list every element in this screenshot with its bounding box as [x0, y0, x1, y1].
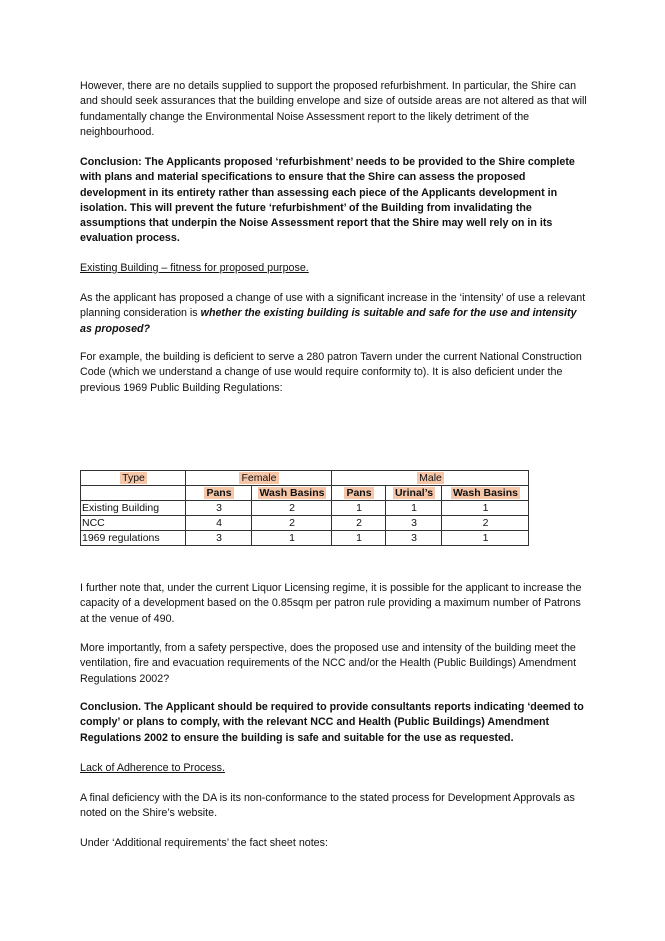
table-cell	[81, 486, 186, 501]
table-cell-type: NCC	[81, 516, 186, 531]
paragraph-change-of-use-emphasis: whether the existing building is suitable and safe for the use and intensity as proposed?	[80, 307, 577, 335]
paragraph-refurbishment-details: However, there are no details supplied to support the proposed refurbishment. In particular, the Shire can and should seek assurances that the building envelope and size of outside areas are not altered as that will fundamentally change the Environmental Noise Assessment report to the likely detriment of the neighbourhood.	[80, 80, 587, 138]
table-subheader-male-wash-basins: Wash Basins	[442, 486, 529, 501]
table-cell: 2	[442, 516, 529, 531]
paragraph-safety-perspective: More importantly, from a safety perspective, does the proposed use and intensity of the building meet the ventilation, fire and evacuation requirements of the NCC and/or the Health (Public Buildings) Amendment Regulations 2002?	[80, 642, 577, 685]
paragraph-change-of-use-text: As the applicant has proposed a change of use with a significant increase in the ‘intensity’ of use a relevant planning consideration is	[80, 292, 586, 320]
table-cell: 3	[186, 501, 252, 516]
table-cell: 3	[386, 531, 442, 546]
table-row	[81, 531, 529, 546]
table-header-row	[81, 471, 529, 486]
table-row	[81, 516, 529, 531]
paragraph-additional-requirements: Under ‘Additional requirements’ the fact sheet notes:	[80, 837, 328, 849]
table-cell: 1	[332, 531, 386, 546]
table-subheader-male-pans: Pans	[332, 486, 386, 501]
table-row	[81, 501, 529, 516]
table-cell: 2	[252, 516, 332, 531]
section-heading-process: Lack of Adherence to Process.	[80, 762, 225, 774]
table-cell: 3	[386, 516, 442, 531]
facilities-comparison-table	[80, 470, 529, 546]
table-cell: 1	[332, 501, 386, 516]
table-cell: 3	[186, 531, 252, 546]
table-subheader-row	[81, 486, 529, 501]
table-subheader-female-pans: Pans	[186, 486, 252, 501]
table-header-female: Female	[186, 471, 332, 486]
table-cell: 1	[386, 501, 442, 516]
paragraph-conclusion-refurbishment: Conclusion: The Applicants proposed ‘refurbishment’ needs to be provided to the Shire complete with plans and material specifications to ensure that the Shire can assess the proposed development in its entirety rather than assessing each piece of the Applicants development in isolation. This will prevent the future ‘refurbishment’ of the Building from invalidating the assumptions that underpin the Noise Assessment report that the Shire may well rely on in its evaluation process.	[80, 156, 575, 245]
table-cell: 1	[252, 531, 332, 546]
table-cell: 2	[332, 516, 386, 531]
paragraph-conclusion-safety: Conclusion. The Applicant should be required to provide consultants reports indicating ‘deemed to comply’ or plans to comply, with the relevant NCC and Health (Public Buildings) Amendment Regulations 2002 to ensure the building is safe and suitable for the use as requested.	[80, 701, 584, 744]
table-cell-type: Existing Building	[81, 501, 186, 516]
table-subheader-female-wash-basins: Wash Basins	[252, 486, 332, 501]
table-cell: 4	[186, 516, 252, 531]
table-header-type: Type	[81, 471, 186, 486]
table-subheader-male-urinals: Urinal’s	[386, 486, 442, 501]
section-heading-existing-building: Existing Building – fitness for proposed purpose.	[80, 262, 309, 274]
table-header-male: Male	[332, 471, 529, 486]
table-cell: 1	[442, 531, 529, 546]
paragraph-process-deficiency: A final deficiency with the DA is its non-conformance to the stated process for Development Approvals as noted on the Shire’s website.	[80, 792, 575, 820]
paragraph-deficiency-example: For example, the building is deficient to serve a 280 patron Tavern under the current National Construction Code (which we understand a change of use would require conformity to). It is also deficient under the previous 1969 Public Building Regulations:	[80, 351, 582, 394]
table-cell: 2	[252, 501, 332, 516]
paragraph-liquor-licensing: I further note that, under the current Liquor Licensing regime, it is possible for the applicant to increase the capacity of a development based on the 0.85sqm per patron rule providing a maximum number of Patrons at the venue of 490.	[80, 582, 582, 625]
table-cell-type: 1969 regulations	[81, 531, 186, 546]
paragraph-change-of-use	[80, 291, 590, 337]
table-cell: 1	[442, 501, 529, 516]
